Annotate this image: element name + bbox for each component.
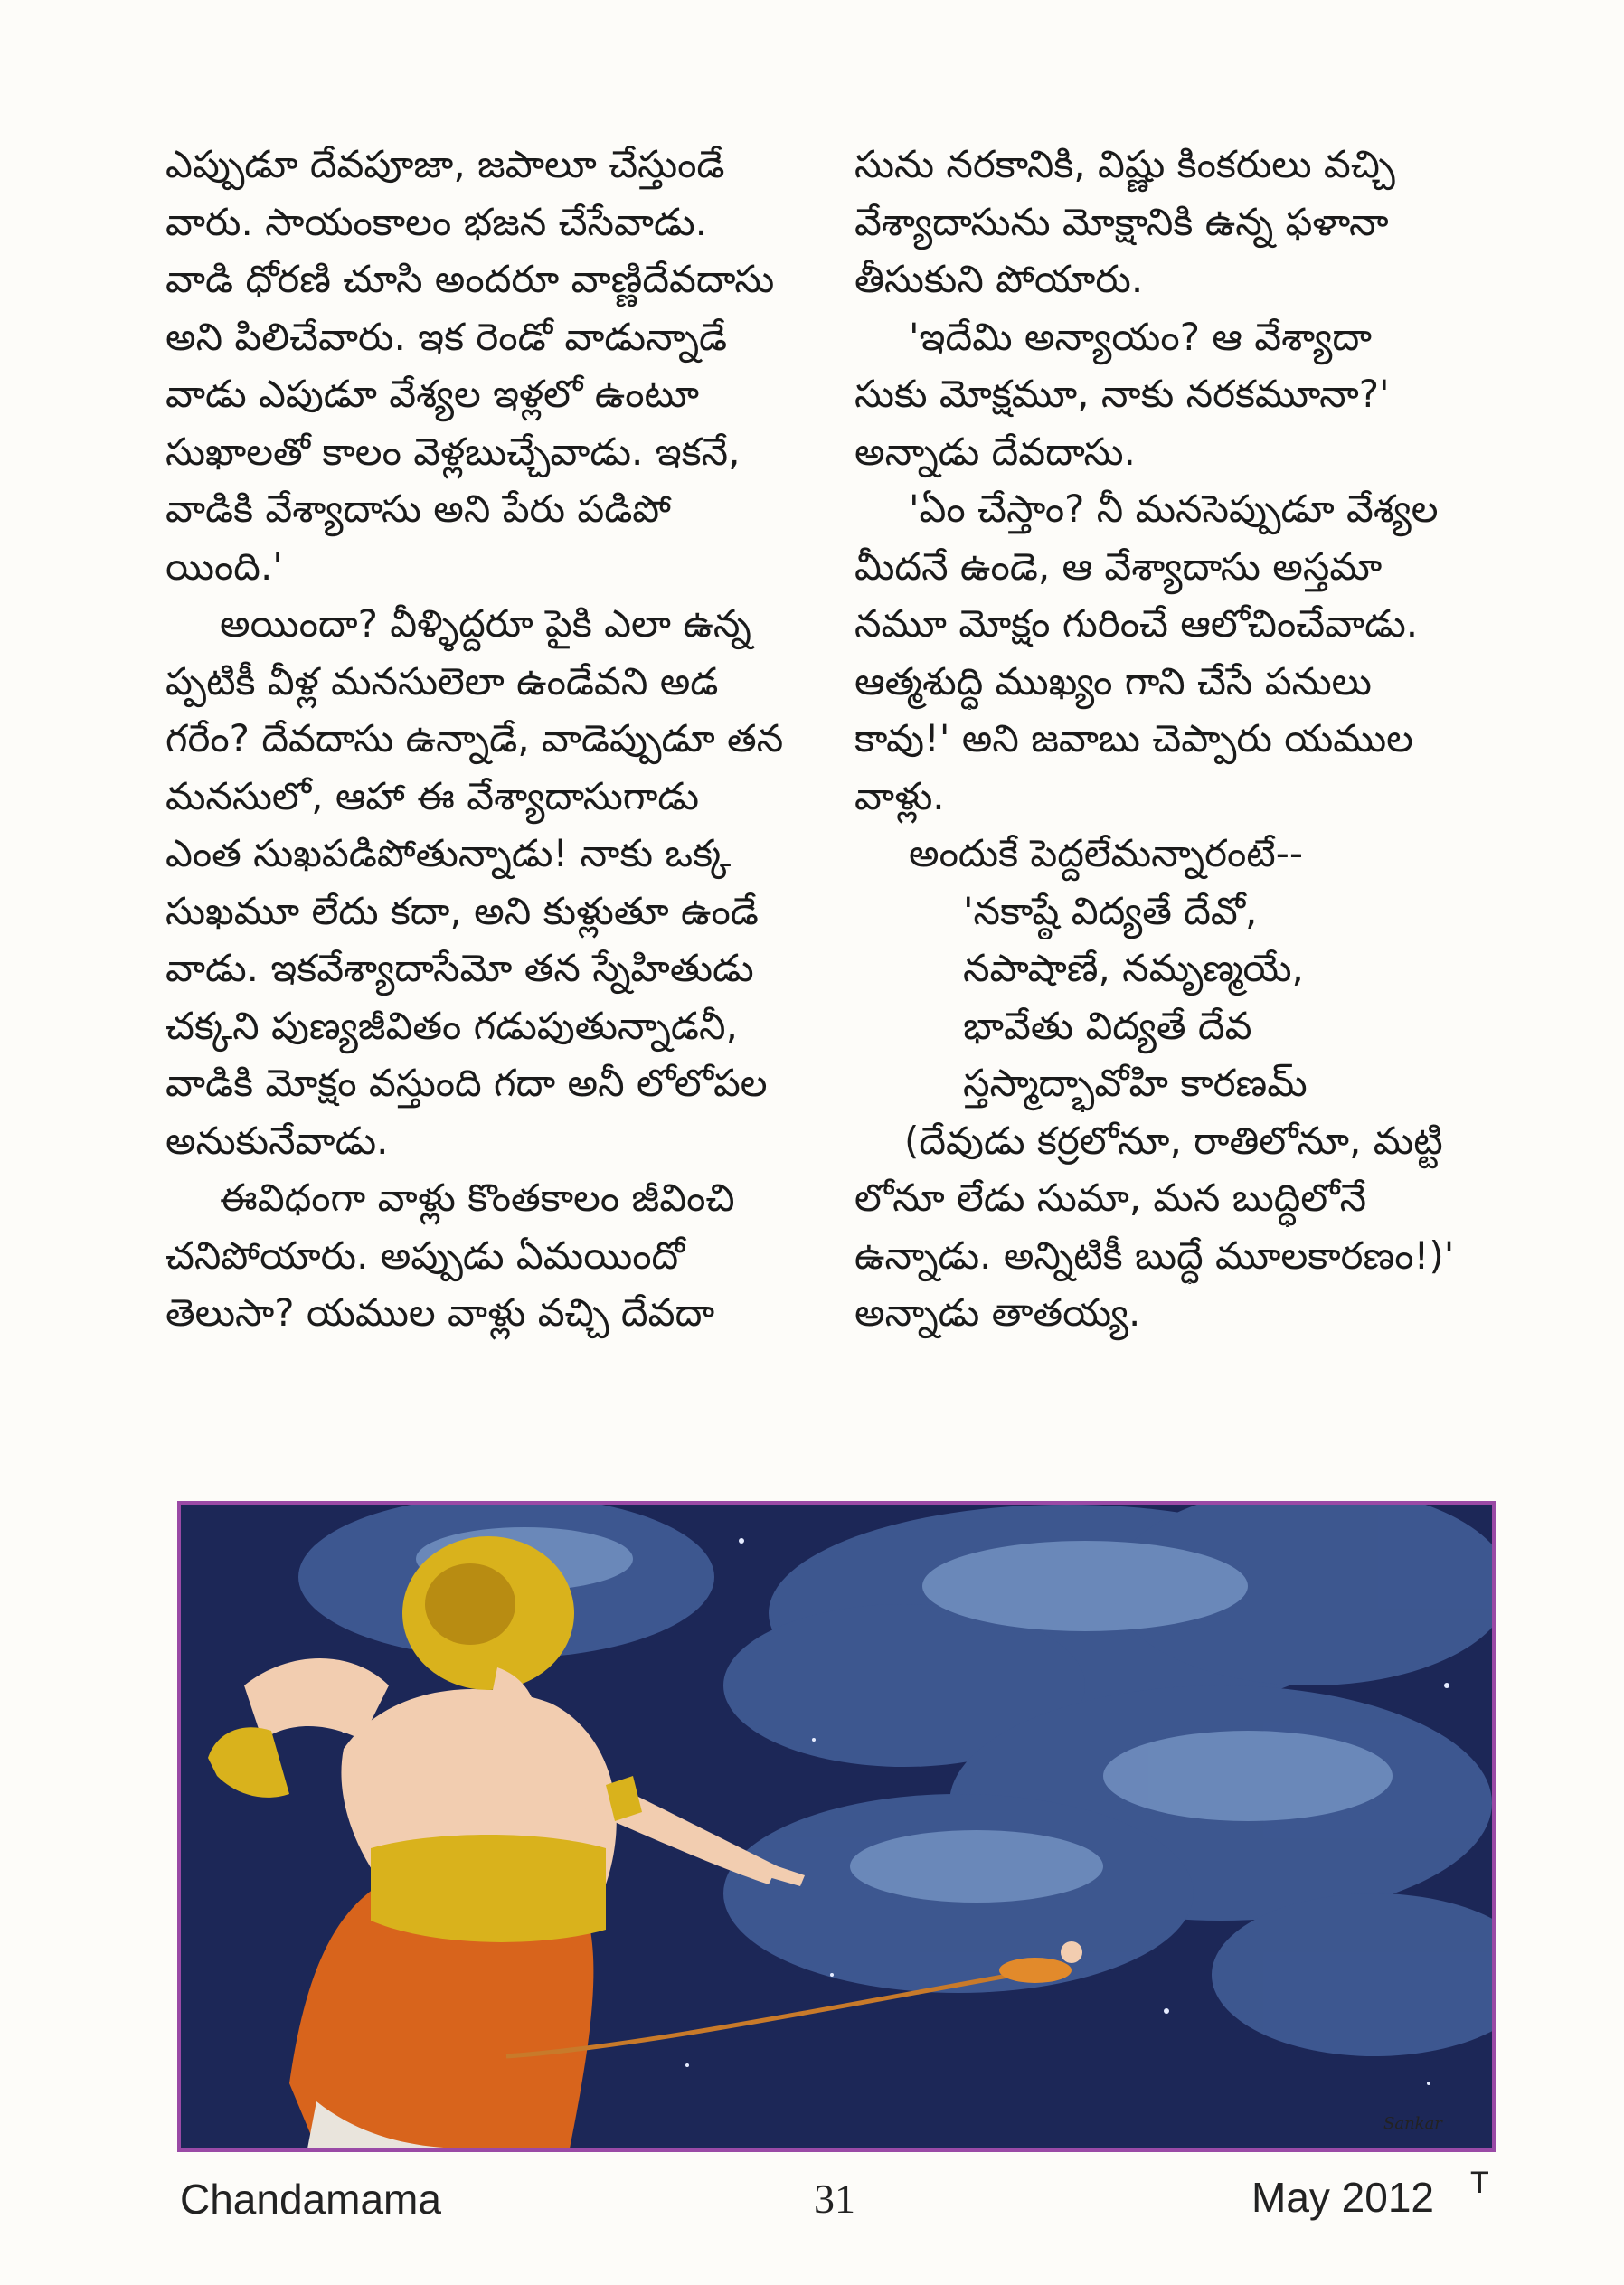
text-line: నమూ మోక్షం గురించే ఆలోచించేవాడు. — [854, 601, 1419, 646]
text-line: వాడి ధోరణి చూసి అందరూ వాణ్ణిదేవదాసు — [165, 257, 775, 301]
text-line: వాడికి వేశ్యాదాసు అని పేరు పడిపో — [165, 486, 672, 531]
text-line: సుఖమూ లేదు కదా, అని కుళ్లుతూ ఉండే — [165, 888, 759, 933]
page-footer — [0, 2166, 1624, 2238]
story-illustration — [177, 1501, 1496, 2152]
text-line: ఎప్పుడూ దేవపూజా, జపాలూ చేస్తుండే — [165, 142, 725, 186]
magazine-name: Chandamama — [180, 2176, 441, 2223]
text-line: తెలుసా? యముల వాళ్లు వచ్చి దేవదా — [165, 1290, 715, 1335]
issue-date: May 2012 — [1251, 2174, 1435, 2221]
text-line: వారు. సాయంకాలం భజన చేసేవాడు. — [165, 199, 708, 244]
artist-signature: Sankar — [1383, 2114, 1442, 2133]
text-line: వాడు ఎపుడూ వేశ్యల ఇళ్లలో ఉంటూ — [165, 372, 700, 416]
text-line: 'నకాష్ఠే విద్యతే దేవో, — [963, 888, 1258, 933]
text-line: అనుకునేవాడు. — [165, 1118, 389, 1163]
text-line: భావేతు విద్యతే దేవ — [963, 1003, 1252, 1048]
page-number: 31 — [814, 2176, 855, 2222]
left-text-column — [165, 136, 807, 1342]
text-line: వాడికి మోక్షం వస్తుంది గదా అనీ లోలోపల — [165, 1061, 768, 1105]
text-line: గరేం? దేవదాసు ఉన్నాడే, వాడెప్పుడూ తన — [165, 716, 784, 760]
text-line: అన్నాడు దేవదాసు. — [854, 429, 1136, 474]
text-line: సుకు మోక్షమూ, నాకు నరకమూనా?' — [854, 372, 1390, 416]
text-line: వేశ్యాదాసును మోక్షానికి ఉన్న ఫళానా — [854, 199, 1389, 244]
text-line: చనిపోయారు. అప్పుడు ఏమయిందో — [165, 1232, 685, 1278]
text-line: 'ఇదేమి అన్యాయం? ఆ వేశ్యాదా — [909, 314, 1373, 359]
text-line: ఆత్మశుద్ధి ముఖ్యం గాని చేసే పనులు — [854, 658, 1372, 703]
text-line: సును నరకానికి, విష్ణు కింకరులు వచ్చి — [854, 142, 1395, 186]
text-line: వాళ్లు. — [854, 773, 945, 818]
text-line: (దేవుడు కర్రలోనూ, రాతిలోనూ, మట్టి — [904, 1118, 1443, 1163]
text-line: మనసులో, ఆహా ఈ వేశ్యాదాసుగాడు — [165, 773, 700, 818]
text-line: లోనూ లేడు సుమా, మన బుద్ధిలోనే — [854, 1176, 1367, 1220]
text-line: నపాషాణే, నమృణ్మయే, — [963, 946, 1304, 990]
text-line: అని పిలిచేవారు. ఇక రెండో వాడున్నాడే — [165, 314, 728, 359]
text-line: ఎంత సుఖపడిపోతున్నాడు! నాకు ఒక్క — [165, 831, 732, 875]
text-line: యింది.' — [165, 543, 283, 589]
text-line: తీసుకుని పోయారు. — [854, 257, 1144, 301]
text-line: సుఖాలతో కాలం వెళ్లబుచ్చేవాడు. ఇకనే, — [165, 429, 741, 474]
right-text-column — [854, 136, 1497, 1342]
text-line: కావు!' అని జవాబు చెప్పారు యముల — [854, 716, 1413, 760]
text-line: ఉన్నాడు. అన్నిటికీ బుద్ధే మూలకారణం!)' — [854, 1232, 1455, 1278]
text-line: మీదనే ఉండె, ఆ వేశ్యాదాసు అస్తమా — [854, 543, 1383, 589]
text-line: 'ఏం చేస్తాం? నీ మనసెప్పుడూ వేశ్యల — [909, 486, 1439, 531]
text-line: ఈవిధంగా వాళ్లు కొంతకాలం జీవించి — [220, 1176, 735, 1220]
corner-mark: T — [1470, 2166, 1489, 2200]
text-line: అన్నాడు తాతయ్య. — [854, 1290, 1141, 1335]
text-line: అందుకే పెద్దలేమన్నారంటే-- — [909, 831, 1304, 875]
text-line: అయిందా? వీళ్ళిద్దరూ పైకి ఎలా ఉన్న — [220, 601, 751, 646]
text-line: వాడు. ఇకవేశ్యాదాసేమో తన స్నేహితుడు — [165, 946, 754, 990]
text-line: స్తస్మాద్భావోహి కారణమ్ — [963, 1061, 1308, 1105]
text-line: ప్పటికీ వీళ్ల మనసులెలా ఉండేవని అడ — [165, 658, 719, 703]
text-line: చక్కని పుణ్యజీవితం గడుపుతున్నాడనీ, — [165, 1003, 738, 1048]
